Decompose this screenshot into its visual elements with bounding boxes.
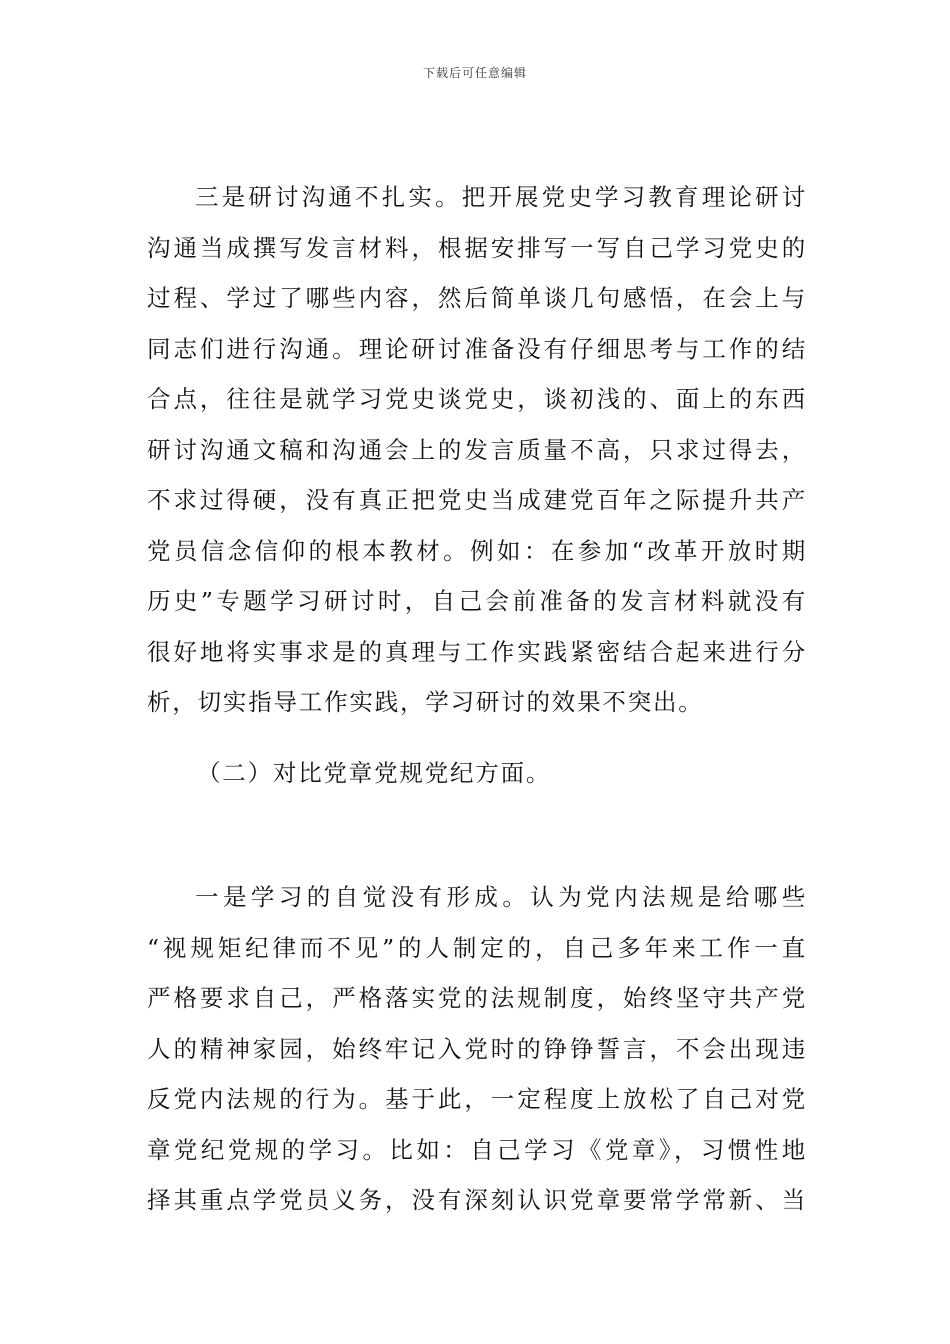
paragraph-line: 一是学习的自觉没有形成。认为党内法规是给哪些 [195, 883, 807, 911]
paragraph-line: 沟通当成撰写发言材料，根据安排写一写自己学习党史的 [147, 233, 807, 262]
header-note: 下载后可任意编辑 [422, 66, 527, 80]
paragraph-line: 人的精神家园，始终牢记入党时的铮铮誓言，不会出现违 [147, 1034, 807, 1063]
paragraph-line: 三是研讨沟通不扎实。把开展党史学习教育理论研讨 [195, 183, 807, 211]
paragraph-line: 严格要求自己，严格落实党的法规制度，始终坚守共产党 [147, 984, 807, 1012]
paragraph-line: 反党内法规的行为。基于此，一定程度上放松了自己对党 [147, 1085, 807, 1113]
paragraph-2 [147, 872, 807, 1226]
paragraph-line: 同志们进行沟通。理论研讨准备没有仔细思考与工作的结 [147, 334, 807, 363]
paragraph-line: 研讨沟通文稿和沟通会上的发言质量不高，只求过得去， [147, 435, 807, 464]
paragraph-line: 党员信念信仰的根本教材。例如：在参加“改革开放时期 [147, 536, 807, 565]
section-heading-block [147, 748, 807, 799]
paragraph-line: 很好地将实事求是的真理与工作实践紧密结合起来进行分 [147, 637, 807, 666]
paragraph-line: 析，切实指导工作实践，学习研讨的效果不突出。 [147, 688, 704, 716]
paragraph-line: 合点，往往是就学习党史谈党史，谈初浅的、面上的东西 [147, 385, 807, 413]
paragraph-line: 择其重点学党员义务，没有深刻认识党章要常学常新、当 [147, 1186, 807, 1214]
paragraph-line: 历史”专题学习研讨时，自己会前准备的发言材料就没有 [147, 587, 807, 615]
paragraph-1 [147, 172, 807, 728]
paragraph-line: “视规矩纪律而不见”的人制定的，自己多年来工作一直 [147, 933, 807, 962]
paragraph-line: 不求过得硬，没有真正把党史当成建党百年之际提升共产 [147, 486, 807, 514]
section-heading: （二）对比党章党规党纪方面。 [197, 759, 552, 787]
paragraph-line: 章党纪党规的学习。比如：自己学习《党章》，习惯性地 [147, 1135, 807, 1164]
paragraph-line: 过程、学过了哪些内容，然后简单谈几句感悟，在会上与 [147, 284, 807, 312]
